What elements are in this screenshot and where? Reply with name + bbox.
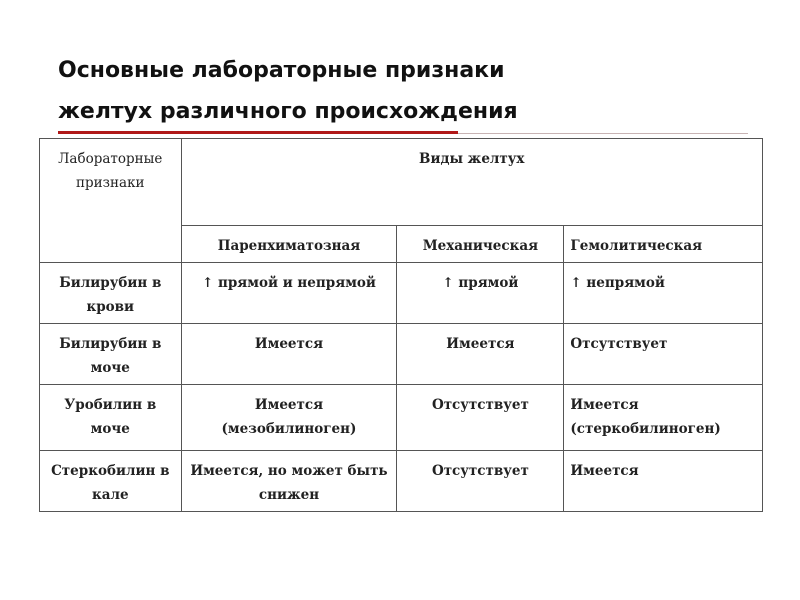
table-cell: ↑ прямой [397, 263, 564, 324]
column-header-hemolytic: Гемолитическая [564, 226, 763, 263]
row-label: Билирубин в крови [40, 263, 182, 324]
title-divider-accent [58, 131, 458, 134]
table-row [40, 324, 763, 385]
table-cell: ↑ прямой и непрямой [181, 263, 397, 324]
slide-title [58, 50, 518, 132]
table-cell: ↑ непрямой [564, 263, 763, 324]
table-header-row [40, 139, 763, 226]
row-label: Уробилин в моче [40, 385, 182, 451]
column-header-mechanical: Механическая [397, 226, 564, 263]
slide-title-line-2: желтух различного происхождения [58, 99, 518, 124]
table-cell: Имеется [564, 451, 763, 512]
table-cell: Имеется [181, 324, 397, 385]
table-row [40, 263, 763, 324]
table-cell: Отсутствует [397, 385, 564, 451]
table-cell: Отсутствует [564, 324, 763, 385]
header-lab-features: Лабораторные признаки [40, 139, 182, 263]
table-cell: Отсутствует [397, 451, 564, 512]
table-cell: Имеется [397, 324, 564, 385]
row-label: Стеркобилин в кале [40, 451, 182, 512]
column-header-parenchymal: Паренхиматозная [181, 226, 397, 263]
table-cell: Имеется, но может быть снижен [181, 451, 397, 512]
table-row [40, 451, 763, 512]
table-cell: Имеется (мезобилиноген) [181, 385, 397, 451]
jaundice-lab-table [39, 138, 763, 512]
slide-title-line-1: Основные лабораторные признаки [58, 58, 505, 83]
row-label: Билирубин в моче [40, 324, 182, 385]
table-cell: Имеется (стеркобилиноген) [564, 385, 763, 451]
table-row [40, 385, 763, 451]
header-jaundice-types: Виды желтух [181, 139, 762, 226]
